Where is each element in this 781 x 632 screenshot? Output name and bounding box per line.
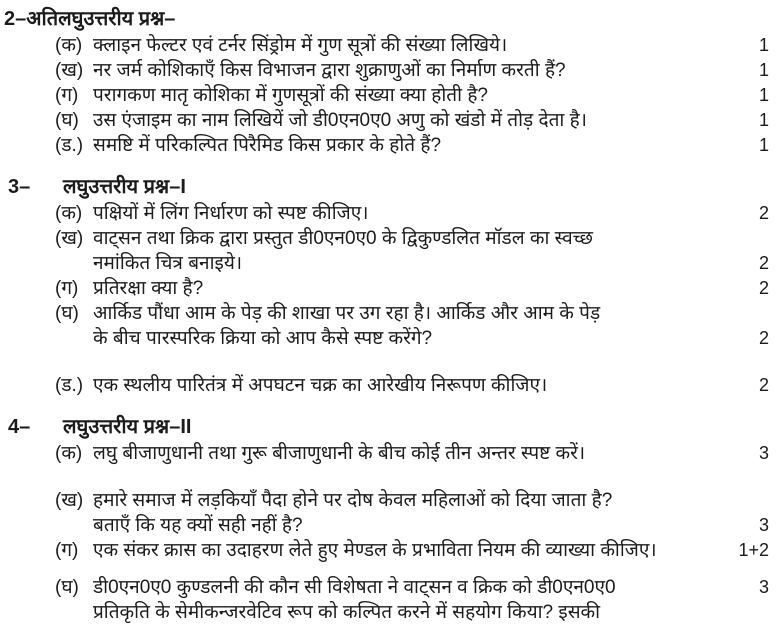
question-line	[0, 373, 781, 398]
question-line	[0, 226, 781, 251]
question-text: लघु बीजाणुधानी तथा गुरू बीजाणुधानी के बीच कोई तीन अन्तर स्पष्ट करें।	[93, 443, 586, 464]
question-continuation-line	[0, 251, 781, 276]
question-label: (घ)	[55, 577, 79, 598]
question-text: समष्टि में परिकल्पित पिरैमिड किस प्रकार के होते हैं?	[93, 135, 442, 156]
question-line	[0, 133, 781, 158]
question-text: उस एंजाइम का नाम लिखियें जो डी0एन0ए0 अणु को खंडो में तोड़ देता है।	[93, 110, 587, 131]
question-line	[0, 276, 781, 301]
question-line	[0, 83, 781, 108]
question-label: (क)	[55, 443, 83, 464]
question-text: परागकण मातृ कोशिका में गुणसूत्रों की संख्या क्या होती है?	[93, 85, 488, 106]
question-line	[0, 441, 781, 466]
question-marks: 1	[758, 35, 769, 55]
question-marks: 1	[758, 85, 769, 105]
question-label: (क)	[55, 35, 83, 56]
question-label: (ड.)	[55, 135, 84, 156]
question-text: क्लाइन फेल्टर एवं टर्नर सिंड्रोम में गुण सूत्रों की संख्या लिखिये।	[93, 35, 508, 56]
section-title: लघुउत्तरीय प्रश्न–II	[63, 416, 192, 438]
question-line	[0, 488, 781, 513]
question-marks: 1	[758, 135, 769, 155]
question-text: बताएँ कि यह क्यों सही नहीं है?	[93, 515, 303, 536]
question-continuation-line	[0, 326, 781, 351]
section-number: 4–	[8, 416, 31, 438]
question-label: (ग)	[55, 540, 79, 561]
question-line	[0, 538, 781, 563]
section-number: 2–	[4, 8, 27, 30]
question-label: (ग)	[55, 278, 79, 299]
question-text: प्रतिकृति के सेमीकन्जरवेटिव रूप को कल्पित करने में सहयोग किया? इसकी	[93, 602, 601, 623]
section-short-questions-2	[0, 414, 781, 625]
section-heading	[0, 6, 781, 33]
question-marks: 3	[758, 443, 769, 463]
section-very-short-questions	[0, 6, 781, 158]
question-marks: 1	[758, 60, 769, 80]
section-short-questions-1	[0, 174, 781, 398]
question-text: आर्किड पौंधा आम के पेड़ की शाखा पर उग रहा है। आर्किड और आम के पेड़	[93, 303, 601, 324]
question-continuation-line	[0, 600, 781, 625]
section-title: अतिलघुउत्तरीय प्रश्न–	[26, 8, 176, 30]
question-line	[0, 575, 781, 600]
section-title: लघुउत्तरीय प्रश्न–I	[63, 176, 186, 198]
question-text: नमांकित चित्र बनाइये।	[93, 253, 243, 274]
question-text: हमारे समाज में लड़कियाँ पैदा होने पर दोष केवल महिलाओं को दिया जाता है?	[93, 490, 613, 511]
question-marks: 2	[758, 278, 769, 298]
question-label: (ख)	[55, 490, 84, 511]
question-text: नर जर्म कोशिकाएँ किस विभाजन द्वारा शुक्राणुओं का निर्माण करती हैं?	[93, 60, 566, 81]
section-heading	[0, 414, 781, 441]
question-text: वाट्सन तथा क्रिक द्वारा प्रस्तुत डी0एन0ए0 के द्विकुण्डलित मॉडल का स्वच्छ	[93, 228, 593, 249]
question-line	[0, 58, 781, 83]
question-marks: 2	[758, 328, 769, 348]
question-label: (क)	[55, 203, 83, 224]
question-text: के बीच पारस्परिक क्रिया को आप कैसे स्पष्ट करेंगे?	[93, 328, 433, 349]
question-label: (घ)	[55, 303, 79, 324]
question-line	[0, 301, 781, 326]
question-text: एक संकर क्रास का उदाहरण लेते हुए मेण्डल के प्रभाविता नियम की व्याख्या कीजिए।	[93, 540, 657, 561]
question-marks: 3	[758, 577, 769, 597]
question-text: प्रतिरक्षा क्या है?	[93, 278, 204, 299]
section-heading	[0, 174, 781, 201]
question-continuation-line	[0, 513, 781, 538]
question-text: पक्षियों में लिंग निर्धारण को स्पष्ट कीजिए।	[93, 203, 369, 224]
question-label: (ख)	[55, 60, 84, 81]
question-marks: 2	[758, 375, 769, 395]
question-marks: 2	[758, 203, 769, 223]
question-line	[0, 201, 781, 226]
question-label: (घ)	[55, 110, 79, 131]
question-marks: 2	[758, 253, 769, 273]
question-label: (ग)	[55, 85, 79, 106]
question-line	[0, 108, 781, 133]
question-line	[0, 33, 781, 58]
question-marks: 1	[758, 110, 769, 130]
question-marks: 3	[758, 515, 769, 535]
question-label: (ड.)	[55, 375, 84, 396]
question-marks: 1+2	[738, 540, 769, 560]
question-text: एक स्थलीय पारितंत्र में अपघटन चक्र का आरेखीय निरूपण कीजिए।	[93, 375, 548, 396]
section-number: 3–	[8, 176, 31, 198]
question-text: डी0एन0ए0 कुण्डलनी की कौन सी विशेषता ने वाट्सन व क्रिक को डी0एन0ए0	[93, 577, 616, 598]
question-label: (ख)	[55, 228, 84, 249]
